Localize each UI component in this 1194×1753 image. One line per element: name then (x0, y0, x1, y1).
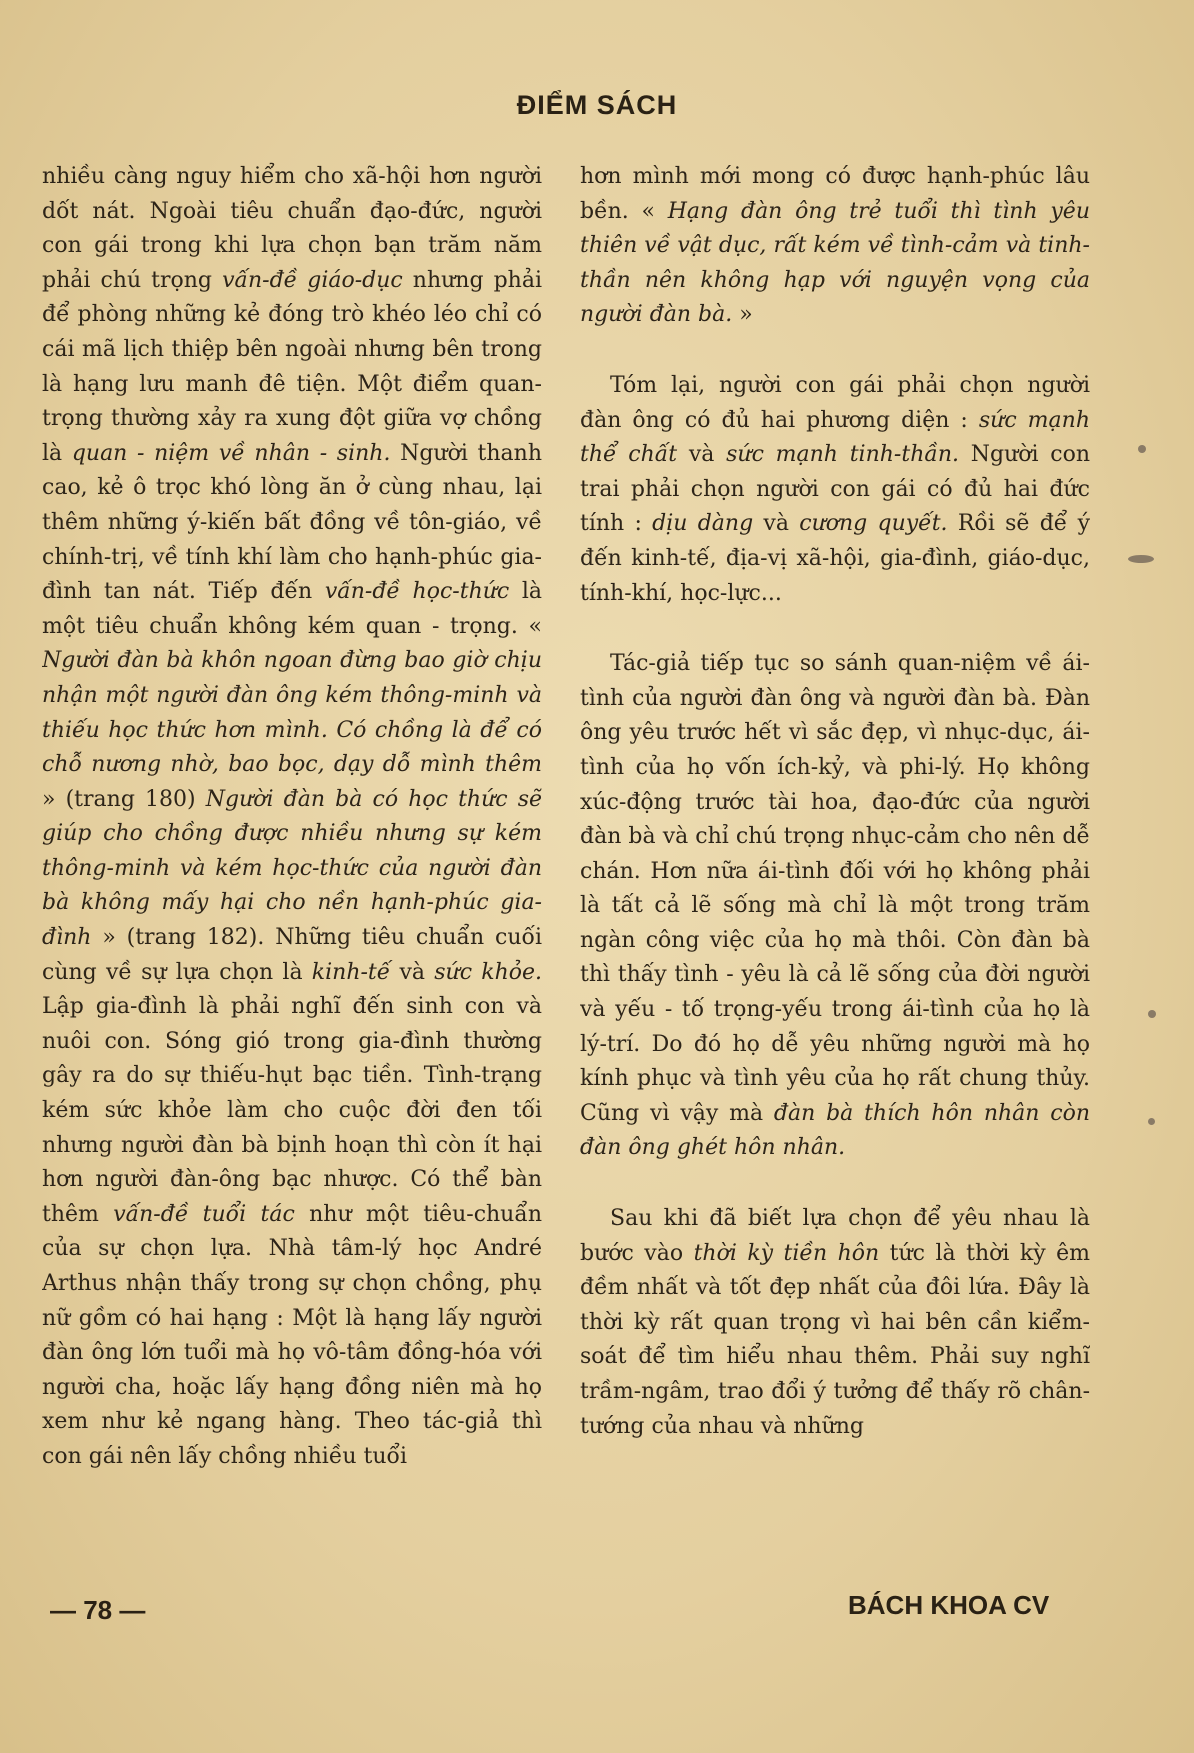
text-run: » (732, 302, 753, 328)
text-run: như một tiêu-chuẩn của sự chọn lựa. Nhà tâm-lý học André Arthus nhận thấy trong sự chọn chồng, phụ nữ gồm có hai hạng : Một là hạng lấy người đàn ông lớn tuổi mà họ vô-tâm đồng-hóa với người cha, hoặc lấy hạng đồng niên mà họ xem như kẻ ngang hàng. Theo tác-giả thì con gái nên lấy chồng nhiều tuổi (42, 1201, 542, 1469)
emphasis: đàn bà thích hôn nhân còn đàn ông ghét hôn nhân. (580, 1100, 1090, 1161)
text-run: Rồi sẽ để ý đến kinh-tế, địa-vị xã-hội, gia-đình, giáo-dục, tính-khí, học-lực... (580, 511, 1090, 606)
text-run: Người con trai phải chọn người con gái có đủ hai đức tính : (580, 442, 1090, 537)
paper-speck (1148, 1010, 1156, 1018)
text-run: » (trang 180) (42, 786, 206, 812)
text-run: hơn mình mới mong có được hạnh-phúc lâu bền. « (580, 164, 1090, 224)
emphasis: vấn-đề học-thức (324, 579, 510, 605)
emphasis: sức mạnh thể chất (580, 407, 1090, 468)
text-run: và (753, 511, 800, 537)
emphasis: Hạng đàn ông trẻ tuổi thì tình yêu thiên về vật dục, rất kém về tình-cảm và tinh-thần nên không hạp với nguyện vọng của người đàn bà. (580, 198, 1090, 328)
emphasis: vấn-đề giáo-dục (222, 267, 403, 293)
text-run: và (390, 959, 435, 985)
paper-speck (1148, 1118, 1155, 1125)
emphasis: Người đàn bà khôn ngoan đừng bao giờ chịu nhận một người đàn ông kém thông-minh và thiếu học thức hơn mình. Có chồng là để có chỗ nương nhờ, bao bọc, dạy dỗ mình thêm (42, 648, 542, 778)
emphasis: sức khỏe. (434, 959, 542, 985)
text-run: và (677, 442, 727, 468)
emphasis: dịu dàng (652, 511, 754, 537)
text-run: Tác-giả tiếp tục so sánh quan-niệm về ái-tình của người đàn ông và người đàn bà. Đàn ông yêu trước hết vì sắc đẹp, vì nhục-dục, ái-tình của họ vốn ích-kỷ, và phi-lý. Họ không xúc-động trước tài hoa, đạo-đức của người đàn bà và chỉ chú trọng nhục-cảm cho nên dễ chán. Hơn nữa ái-tình đối với họ không phải là tất cả lẽ sống mà chỉ là một trong trăm ngàn công việc của họ mà thôi. Còn đàn bà thì thấy tình - yêu là cả lẽ sống của đời người và yếu - tố trọng-yếu trong ái-tình của họ là lý-trí. Do đó họ dễ yêu những người mà họ kính phục và tình yêu của họ rất chung thủy. Cũng vì vậy mà (580, 651, 1090, 1126)
text-run: Người thanh cao, kẻ ô trọc khó lòng ăn ở cùng nhau, lại thêm những ý-kiến bất đồng về tôn-giáo, về chính-trị, về tính khí làm cho hạnh-phúc gia-đình tan nát. Tiếp đến (42, 440, 542, 605)
emphasis: thời kỳ tiền hôn (693, 1240, 880, 1266)
emphasis: quan - niệm về nhân - sinh. (71, 440, 391, 466)
text-run: Tóm lại, người con gái phải chọn người đàn ông có đủ hai phương diện : (580, 372, 1090, 433)
emphasis: Người đàn bà có học thức sẽ giúp cho chồng được nhiều nhưng sự kém thông-minh và kém học-thức của người đàn bà không mấy hại cho nền hạnh-phúc gia-đình (42, 786, 542, 951)
paper-speck (1138, 445, 1146, 453)
right-paragraph-2 (580, 369, 1090, 611)
text-run: Sau khi đã biết lựa chọn để yêu nhau là bước vào (580, 1206, 1090, 1266)
right-paragraph-1 (580, 160, 1090, 333)
left-column (42, 160, 542, 1530)
page-header: ĐIỂM SÁCH (516, 90, 678, 120)
right-column (580, 160, 1090, 1560)
text-run: là một tiêu chuẩn không kém quan - trọng. « (42, 579, 542, 639)
text-run: nhiều càng nguy hiểm cho xã-hội hơn người dốt nát. Ngoài tiêu chuẩn đạo-đức, người con gái trong khi lựa chọn bạn trăm năm phải chú trọng (42, 164, 542, 293)
magazine-name: BÁCH KHOA CV (848, 1590, 1050, 1620)
emphasis: kinh-tế (311, 959, 391, 985)
paper-speck (1128, 555, 1154, 563)
left-paragraph (42, 160, 542, 1475)
text-run: nhưng phải để phòng những kẻ đóng trò khéo léo chỉ có cái mã lịch thiệp bên ngoài nhưng bên trong là hạng lưu manh đê tiện. Một điểm quan-trọng thường xảy ra xung đột giữa vợ chồng là (42, 267, 542, 466)
emphasis: sức mạnh tinh-thần. (726, 442, 960, 468)
right-paragraph-3 (580, 647, 1090, 1166)
emphasis: cương quyết. (799, 511, 948, 537)
page-number: — 78 — (50, 1595, 146, 1625)
text-run: tức là thời kỳ êm đềm nhất và tốt đẹp nhất của đôi lứa. Đây là thời kỳ rất quan trọng vì hai bên cần kiểm-soát để tìm hiểu nhau thêm. Phải suy nghĩ trầm-ngâm, trao đổi ý tưởng để thấy rõ chân-tướng của nhau và những (580, 1240, 1090, 1439)
right-paragraph-4 (580, 1202, 1090, 1444)
text-run: » (trang 182). Những tiêu chuẩn cuối cùng về sự lựa chọn là (42, 925, 542, 985)
text-run: Lập gia-đình là phải nghĩ đến sinh con và nuôi con. Sóng gió trong gia-đình thường gây ra do sự thiếu-hụt bạc tiền. Tình-trạng kém sức khỏe làm cho cuộc đời đen tối nhưng người đàn bà bịnh hoạn thì còn ít hại hơn người đàn-ông bạc nhược. Có thể bàn thêm (42, 994, 542, 1227)
emphasis: vấn-đề tuổi tác (113, 1201, 295, 1227)
